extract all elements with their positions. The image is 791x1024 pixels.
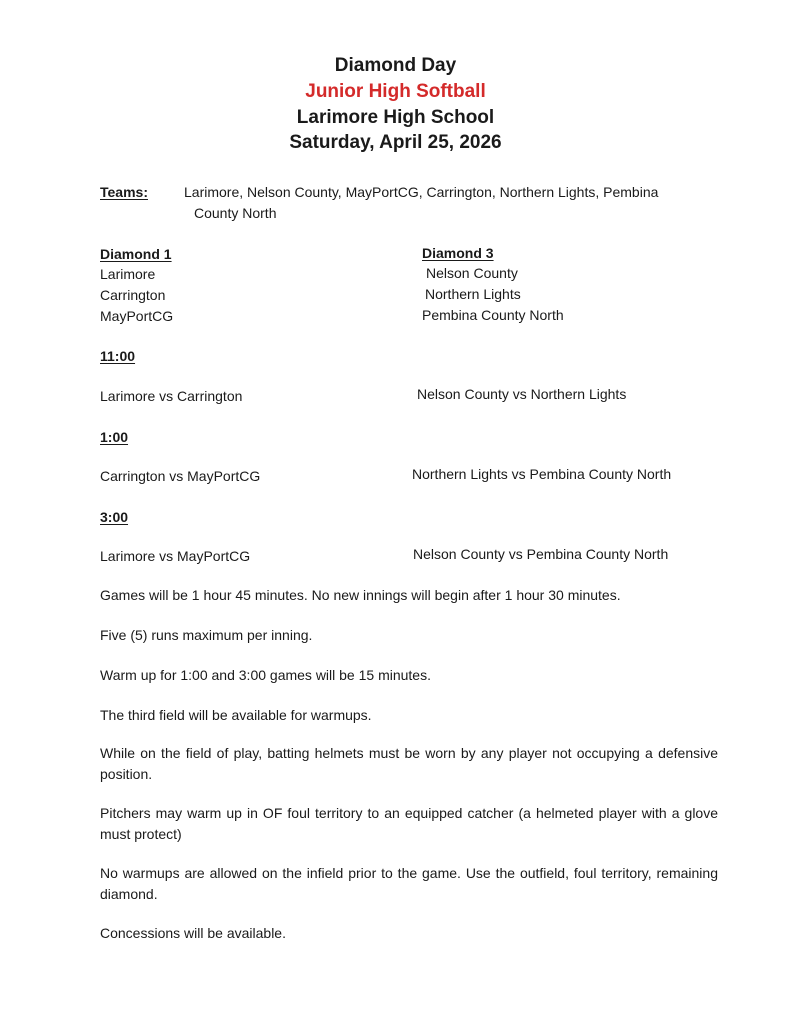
time-slot-heading: 3:00 bbox=[100, 509, 129, 525]
diamond-1-team: Larimore bbox=[100, 266, 156, 282]
rule-concessions: Concessions will be available. bbox=[100, 925, 286, 941]
rule-third-field: The third field will be available for warmups. bbox=[100, 707, 372, 723]
game-diamond-1: Carrington vs MayPortCG bbox=[100, 468, 261, 484]
game-diamond-1: Larimore vs Carrington bbox=[100, 388, 243, 404]
teams-list-line2: County North bbox=[194, 205, 277, 221]
rule-warmup-time: Warm up for 1:00 and 3:00 games will be 15 minutes. bbox=[100, 667, 431, 683]
game-diamond-3: Northern Lights vs Pembina County North bbox=[412, 466, 672, 482]
event-date: Saturday, April 25, 2026 bbox=[289, 132, 502, 153]
diamond-1-team: MayPortCG bbox=[100, 308, 174, 324]
game-diamond-3: Nelson County vs Northern Lights bbox=[417, 386, 627, 402]
game-diamond-1: Larimore vs MayPortCG bbox=[100, 548, 251, 564]
diamond-1-team: Carrington bbox=[100, 287, 166, 303]
rule-no-infield-warmups: No warmups are allowed on the infield prior to the game. Use the outfield, foul territory, remaining diamond. bbox=[100, 865, 718, 902]
rule-batting-helmets: While on the field of play, batting helmets must be worn by any player not occupying a defensive position. bbox=[100, 745, 718, 782]
time-slot-heading: 11:00 bbox=[100, 348, 136, 364]
event-title: Diamond Day bbox=[334, 55, 457, 76]
teams-label: Teams: bbox=[100, 184, 148, 200]
sport-title: Junior High Softball bbox=[305, 81, 486, 102]
time-slot-heading: 1:00 bbox=[100, 429, 129, 445]
rule-pitcher-warmup: Pitchers may warm up in OF foul territory to an equipped catcher (a helmeted player with a glove must protect) bbox=[100, 805, 718, 842]
rule-run-limit: Five (5) runs maximum per inning. bbox=[100, 627, 313, 643]
diamond-1-title: Diamond 1 bbox=[100, 246, 172, 262]
diamond-3-team: Northern Lights bbox=[425, 286, 521, 302]
teams-list-line1: Larimore, Nelson County, MayPortCG, Carrington, Northern Lights, Pembina bbox=[184, 184, 659, 200]
game-diamond-3: Nelson County vs Pembina County North bbox=[413, 546, 669, 562]
host-school: Larimore High School bbox=[296, 107, 495, 128]
rule-game-length: Games will be 1 hour 45 minutes. No new innings will begin after 1 hour 30 minutes. bbox=[100, 587, 621, 603]
diamond-3-team: Pembina County North bbox=[422, 307, 564, 323]
diamond-3-team: Nelson County bbox=[426, 265, 518, 281]
diamond-3-title: Diamond 3 bbox=[422, 245, 494, 261]
